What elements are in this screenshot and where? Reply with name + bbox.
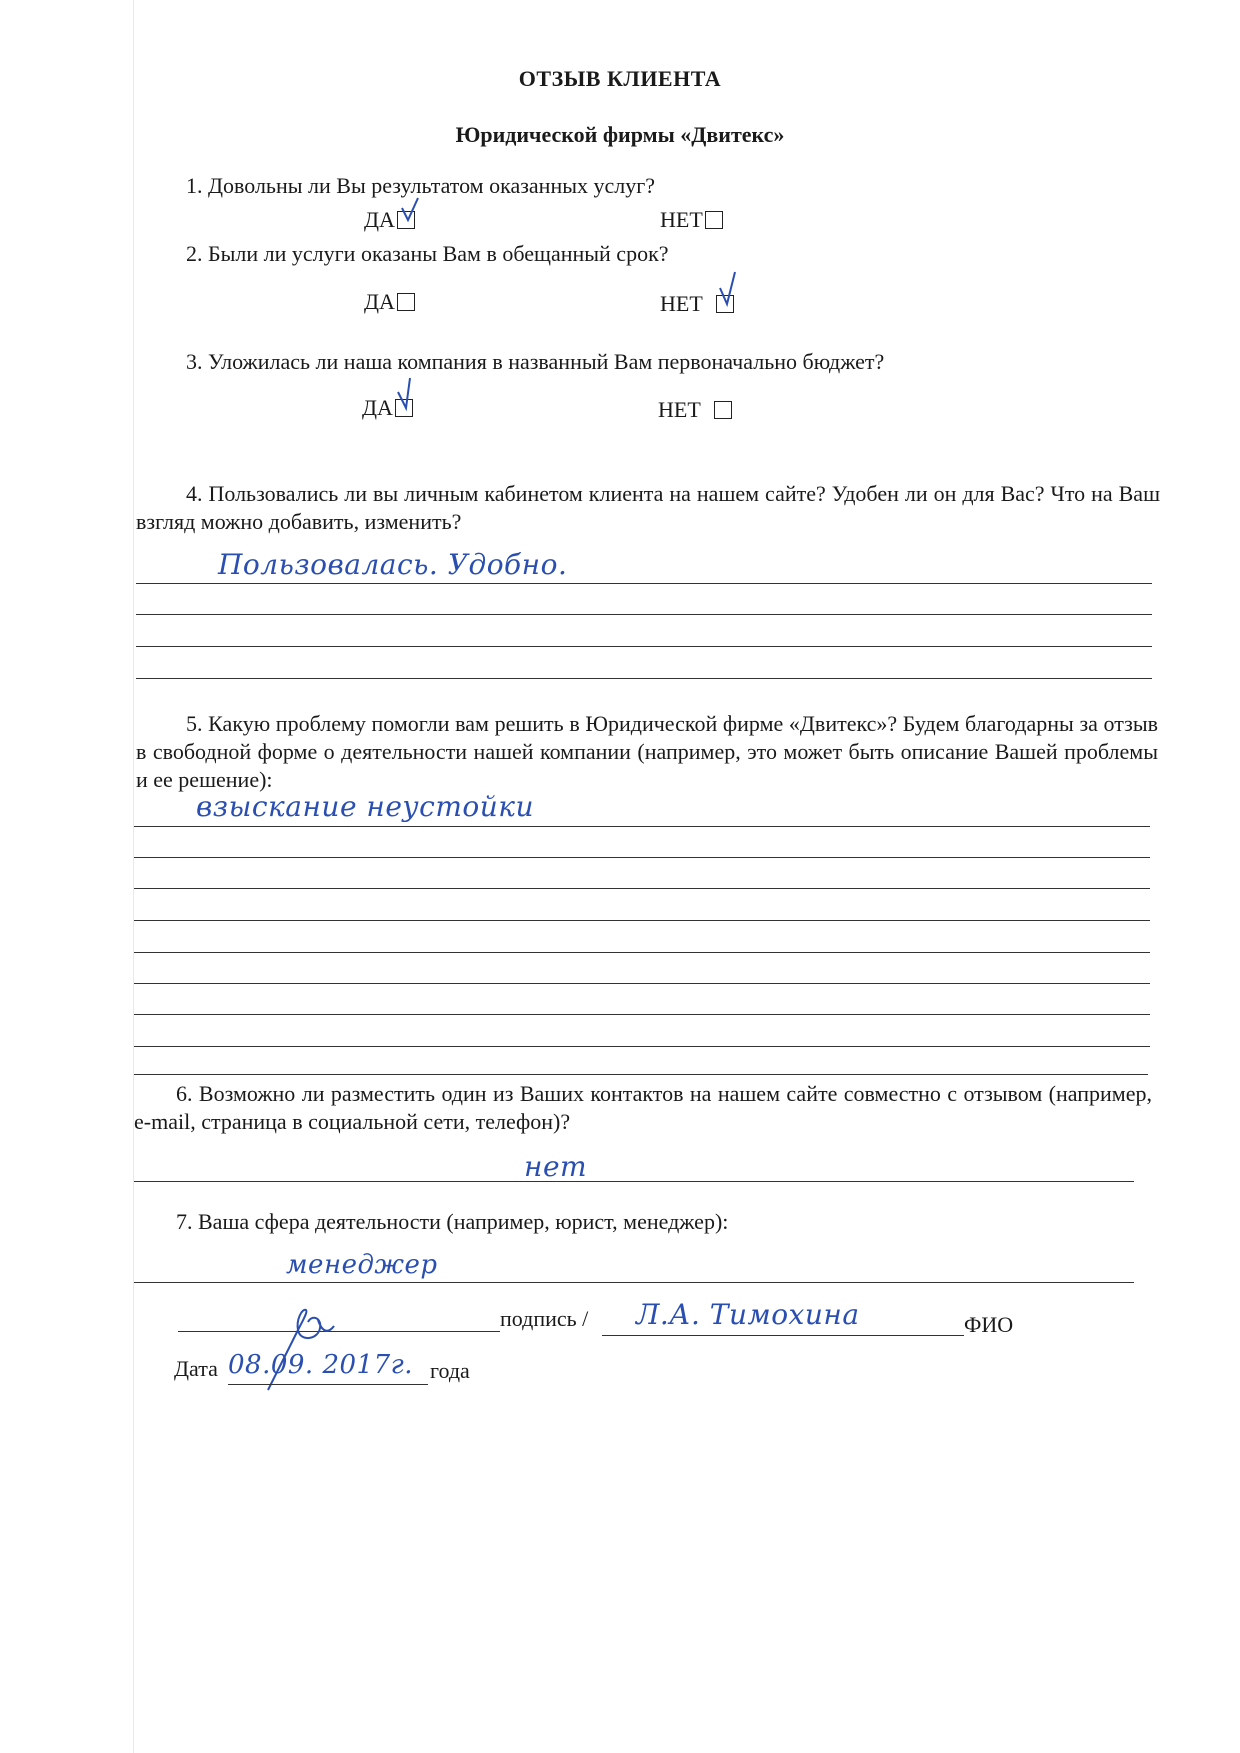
question-2-yes-label: ДА bbox=[364, 289, 395, 314]
answer-line bbox=[136, 583, 1152, 584]
question-1-no-label: НЕТ bbox=[660, 207, 703, 232]
question-1-yes-checkbox[interactable] bbox=[397, 211, 415, 229]
question-2-no-label: НЕТ bbox=[660, 291, 703, 316]
question-2-no-option[interactable] bbox=[660, 290, 734, 318]
form-title: ОТЗЫВ КЛИЕНТА bbox=[518, 66, 722, 91]
question-3-no-option[interactable] bbox=[658, 396, 732, 424]
year-label: года bbox=[430, 1358, 470, 1383]
question-2-number: 2. bbox=[186, 241, 203, 266]
question-7-text: Ваша сфера деятельности (например, юрист, менеджер): bbox=[198, 1209, 729, 1234]
signature-label: подпись / bbox=[500, 1306, 589, 1331]
question-2 bbox=[186, 240, 669, 268]
answer-line bbox=[134, 857, 1150, 858]
question-1-number: 1. bbox=[186, 173, 203, 198]
checkmark-icon bbox=[400, 198, 424, 232]
question-3-text: Уложилась ли наша компания в названный Вам первоначально бюджет? bbox=[208, 349, 885, 374]
answer-line bbox=[136, 646, 1152, 647]
question-2-yes-checkbox[interactable] bbox=[397, 293, 415, 311]
name-line bbox=[602, 1335, 964, 1336]
answer-line bbox=[134, 1282, 1134, 1283]
question-6 bbox=[134, 1080, 1152, 1136]
answer-line bbox=[136, 678, 1152, 679]
question-7-number: 7. bbox=[176, 1209, 193, 1234]
question-1-no-option[interactable] bbox=[660, 206, 723, 234]
checkmark-icon bbox=[398, 378, 422, 412]
answer-line bbox=[134, 1046, 1150, 1047]
name-label: ФИО bbox=[964, 1312, 1014, 1337]
answer-line bbox=[134, 826, 1150, 827]
question-4-text: Пользовались ли вы личным кабинетом клиента на нашем сайте? Удобен ли он для Вас? Что на Ваш взгляд можно добавить, изменить? bbox=[136, 481, 1161, 534]
question-1-yes-label: ДА bbox=[364, 207, 395, 232]
answer-line bbox=[134, 888, 1150, 889]
answer-line bbox=[134, 1181, 1134, 1182]
scan-edge bbox=[133, 0, 134, 1753]
answer-line bbox=[134, 920, 1150, 921]
question-3-no-label: НЕТ bbox=[658, 397, 701, 422]
question-5-number: 5. bbox=[186, 711, 203, 736]
question-5-answer: взыскание неустойки bbox=[196, 790, 535, 823]
question-4-number: 4. bbox=[186, 481, 203, 506]
question-6-answer: нет bbox=[524, 1150, 588, 1183]
question-3-yes-checkbox[interactable] bbox=[395, 399, 413, 417]
answer-line bbox=[134, 1014, 1150, 1015]
question-6-number: 6. bbox=[176, 1081, 193, 1106]
date-line bbox=[228, 1384, 428, 1385]
answer-line bbox=[136, 614, 1152, 615]
date-label: Дата bbox=[174, 1356, 218, 1381]
question-5-text: Какую проблему помогли вам решить в Юридической фирме «Двитекс»? Будем благодарны за отзыв в свободной форме о деятельности нашей компании (например, это может быть описание Вашей проблемы и ее решение): bbox=[136, 711, 1159, 792]
question-5 bbox=[136, 710, 1158, 794]
answer-line bbox=[134, 1074, 1148, 1075]
question-7 bbox=[176, 1208, 728, 1236]
question-3 bbox=[186, 348, 884, 376]
question-2-text: Были ли услуги оказаны Вам в обещанный срок? bbox=[208, 241, 669, 266]
question-3-yes-option[interactable] bbox=[362, 394, 413, 422]
question-6-text: Возможно ли разместить один из Ваших контактов на нашем сайте совместно с отзывом (например, e-mail, страница в социальной сети, телефон)? bbox=[134, 1081, 1152, 1134]
checkmark-icon bbox=[719, 272, 743, 306]
question-1-no-checkbox[interactable] bbox=[705, 211, 723, 229]
date-value: 08.09. 2017г. bbox=[228, 1350, 414, 1380]
question-2-no-checkbox[interactable] bbox=[716, 295, 734, 313]
question-1 bbox=[186, 172, 655, 200]
answer-line bbox=[134, 952, 1150, 953]
question-1-yes-option[interactable] bbox=[364, 206, 415, 234]
question-3-no-checkbox[interactable] bbox=[714, 401, 732, 419]
name-value: Л.А. Тимохина bbox=[636, 1298, 860, 1331]
question-4-answer: Пользовалась. Удобно. bbox=[218, 548, 568, 581]
question-3-number: 3. bbox=[186, 349, 203, 374]
question-4 bbox=[136, 480, 1160, 536]
question-2-yes-option[interactable] bbox=[364, 288, 415, 316]
form-subtitle: Юридической фирмы «Двитекс» bbox=[455, 122, 785, 147]
question-7-answer: менеджер bbox=[286, 1250, 438, 1280]
question-3-yes-label: ДА bbox=[362, 395, 393, 420]
question-1-text: Довольны ли Вы результатом оказанных услуг? bbox=[208, 173, 656, 198]
answer-line bbox=[134, 983, 1150, 984]
